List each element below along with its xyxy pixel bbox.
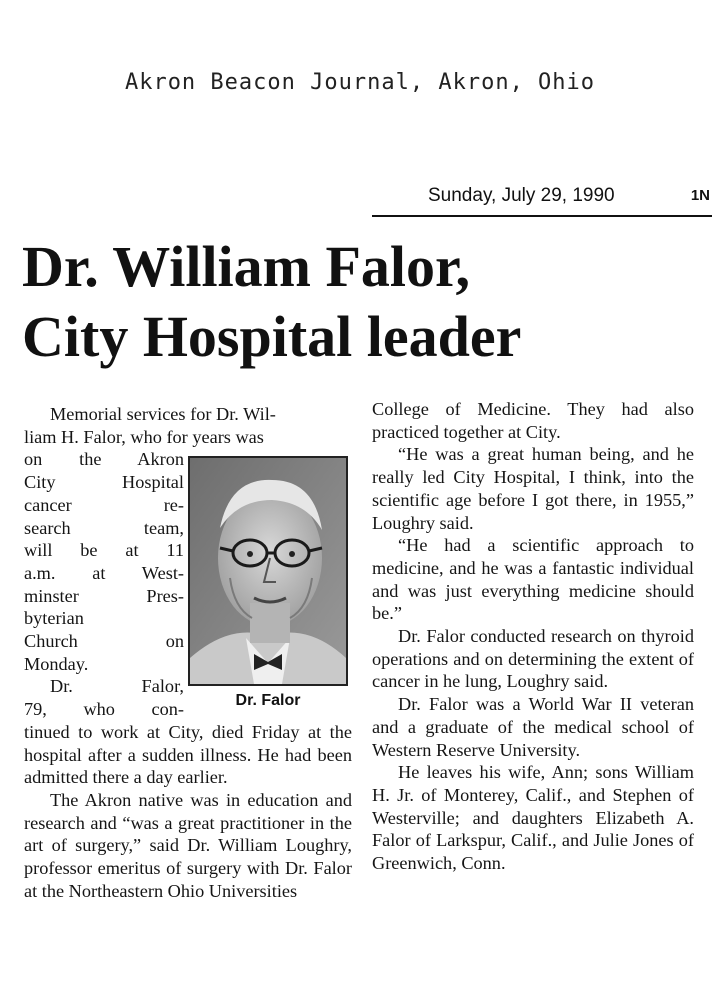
article-line: liam H. Falor, who for years was xyxy=(24,426,264,447)
page-number: 1N xyxy=(690,187,710,204)
headline xyxy=(22,232,712,372)
article-line: Memorial services for Dr. Wil- xyxy=(50,404,276,424)
article-line: Monday. xyxy=(24,653,89,674)
article-paragraph: Dr. Falor was a World War II veteran and a graduate of the medical school of Western Reserve University. xyxy=(372,694,694,760)
article-line: cancer re- xyxy=(24,494,184,515)
article-paragraph: tinued to work at City, died Friday at the hospital after a sudden illness. He had been admitted there a day earlier. xyxy=(24,721,352,788)
wrapped-text-block xyxy=(24,448,184,720)
headline-line-1: Dr. William Falor, xyxy=(22,234,470,299)
article-paragraph: Dr. Falor conducted research on thyroid operations and on determining the extent of cancer in he lung, Loughry said. xyxy=(372,626,694,692)
portrait-photo xyxy=(188,456,348,690)
article-line: Church on xyxy=(24,631,184,652)
article-column-2 xyxy=(372,398,694,875)
article-paragraph: He leaves his wife, Ann; sons William H. Jr. of Monterey, Calif., and Stephen of Westerville; and daughters Elizabeth A. Falor of Larkspur, Calif., and Julie Jones of Greenwich, Conn. xyxy=(372,762,694,874)
dateline xyxy=(372,185,712,217)
article-paragraph: College of Medicine. They had also practiced together at City. xyxy=(372,399,694,442)
article-line: byterian xyxy=(24,608,84,629)
article-paragraph: “He had a scientific approach to medicine, and he was a fantastic individual and was just everything medicine should be.” xyxy=(372,535,694,624)
article-line: Dr. Falor, xyxy=(50,676,184,697)
article-line: will be at 11 xyxy=(24,540,184,561)
article-line: 79, who con- xyxy=(24,699,184,720)
headline-line-2: City Hospital leader xyxy=(22,304,522,369)
article-line: on the Akron xyxy=(24,449,184,470)
article-line: City Hospital xyxy=(24,472,184,493)
photo-caption: Dr. Falor xyxy=(235,692,301,709)
portrait-image xyxy=(188,456,348,686)
article-line: search team, xyxy=(24,517,184,538)
newspaper-masthead: Akron Beacon Journal, Akron, Ohio xyxy=(124,70,596,95)
article-line: a.m. at West- xyxy=(24,562,184,583)
publication-date: Sunday, July 29, 1990 xyxy=(428,185,615,206)
article-paragraph: The Akron native was in education and research and “was a great practitioner in the art of surgery,” said Dr. William Loughry, professor emeritus of surgery with Dr. Falor at the Northeastern Ohio Universities xyxy=(24,789,352,901)
article-line: minster Pres- xyxy=(24,585,184,606)
article-paragraph: “He was a great human being, and he really led City Hospital, I think, into the scientific age before I got there, in 1955,” Loughry said. xyxy=(372,444,694,533)
